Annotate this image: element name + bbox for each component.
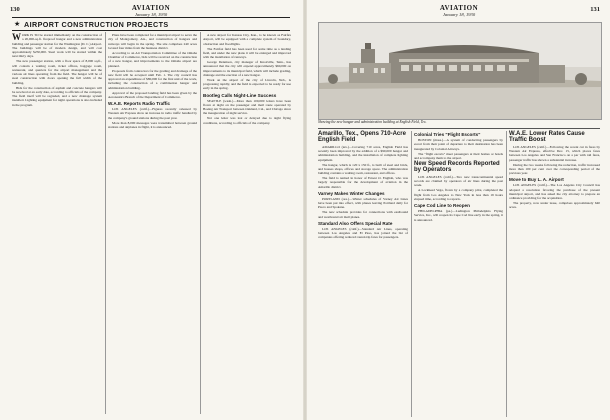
star-icon: ★ [14, 20, 21, 28]
masthead-right [428, 4, 490, 17]
subhead: Bootleg Calls Night-Line Success [203, 92, 277, 98]
masthead-left [120, 4, 182, 17]
paragraph: Proposals from contractors for the grading and drainage of the new field will be accepted until Feb. 1. The city council has approved an expenditure of $80,000 for the first unit of the work, including the construction of a combination hangar and administration building. [108, 68, 197, 90]
paragraph: The new passenger station, with a floor space of 8,000 sq.ft., will contain a waiting room, ticket offices, baggage room, restaurant, and quarters for the airport management and the various air lines operating from the field. The hangar will be of steel construction with doors opening the full width of the building. [12, 59, 102, 85]
paragraph: LOS ANGELES (calif.)—Standard Air Lines, operating between Los Angeles and El Paso, has joined the list of companies offering reduced round-trip fares for passengers. [318, 226, 408, 240]
photo-caption: Showing the new hangar and administration building at English Field, Tex. [318, 120, 427, 124]
paragraph: Not one letter was lost or delayed due to night flying conditions, according to officials of the company. [203, 116, 291, 125]
paragraph: AMARILLO (tex.)—Covering 710 acres, English Field has recently been improved by the addition of a $90,000 hangar and administration building, and the installation of complete lighting equipment. [318, 144, 408, 162]
section-title: AIRPORT CONSTRUCTION PROJECTS [24, 19, 169, 29]
paragraph: Plans have been completed for a municipal airport to serve the city of Montgomery, Ala., and construction of hangars and runways will begin in the spring. The site comprises 240 acres located four miles from the business district. [108, 33, 197, 50]
article-column-3 [509, 130, 600, 418]
paragraph: Work on the airport of the city of Lincoln, Neb., is progressing rapidly, and the field is expected to be ready for use early in the spring. [203, 77, 291, 91]
column-divider [506, 131, 507, 417]
masthead-title: AVIATION [439, 4, 479, 12]
article-headline: Amarillo, Tex., Opens 710-Acre English Field [318, 131, 406, 144]
divider [318, 128, 600, 129]
page-gutter [303, 0, 307, 420]
section-banner [12, 17, 290, 31]
paragraph: Bids for the construction of asphalt and concrete hangars will be received at an early date, according to officials of the company. The field itself will be regraded, and a new drainage system installed. Lighting equipment for night operations is also included in the program. [12, 85, 102, 107]
paragraph: The Fairfax field has been used for some time as a landing field, and under the new plans it will be enlarged and improved with the installation of runways. [203, 46, 291, 60]
left-page [0, 0, 302, 420]
subhead: Standard Also Offers Special Rate [318, 220, 393, 226]
hangar-building-illustration [319, 23, 601, 119]
article-column-3 [203, 33, 291, 417]
paragraph: George Dennison, city manager of Knoxville, Tenn., has announced that the city will expend approximately $60,000 on improvements to its municipal field, which will include grading, drainage and the erection of a new hangar. [203, 60, 291, 77]
paragraph: LOS ANGELES (calif.)—Two new transcontinental speed records are claimed by operators of air lines during the past week. [414, 174, 503, 188]
paragraph: BOSTON (mass.)—A system of conducting passengers by escort from their point of departure to their destination has been inaugurated by Colonial Airways. [414, 138, 503, 151]
paragraph: The field is named in honor of Ernest O. English, who was largely responsible for the development of aviation in the Amarillo district. [318, 176, 408, 189]
paragraph: During the two weeks following the reduction, traffic increased more than 100 per cent over the corresponding period of the previous year. [509, 162, 600, 176]
paragraph: The new schedule provides for connections with eastbound and westbound air mail planes. [318, 210, 408, 219]
article-column-2 [414, 130, 503, 418]
paragraph: WORK IS TO be started immediately on the construction of a 20,000-sq.ft. fireproof hangar and a new administration building and passenger station for the Washington (D. C.) Airport. The buildings will be of modern design, and will cost approximately $250,000. Steel work will be started within the next thirty days. [12, 32, 102, 59]
article-column-1 [318, 130, 408, 418]
subhead: Cape Cod Line to Reopen [414, 203, 470, 209]
article-headline: New Speed Records Reported by Operators [414, 161, 500, 174]
subhead: Move to Buy L. A. Airport [509, 177, 564, 183]
paragraph: LOS ANGELES (calif.)—Following the recent cut in fares by Western Air Express, effective Dec. 15, which places fares between Los Angeles and San Francisco on a par with rail fares, passenger traffic has shown a substantial increase. [509, 144, 600, 162]
paragraph: PHILADELPHIA (pa.)—Ludington Philadelphia Flying Service, Inc., will reopen its Cape Cod line early in the spring, it is announced. [414, 209, 503, 222]
paragraph: A Lockheed Vega, flown by a company pilot, completed the flight from Los Angeles to New York in less than 19 hours elapsed time, according to reports. [414, 188, 503, 201]
paragraph: According to an Air Transportation Committee of the Omaha Chamber of Commerce, bids will be received on the construction of a new hangar, and improvements to the Omaha airport are planned. [108, 50, 197, 68]
subhead: Varney Makes Winter Changes [318, 190, 385, 196]
masthead-title: AVIATION [131, 4, 171, 12]
column-divider [411, 131, 412, 417]
subhead: Colonial Tries "Flight Escorts" [414, 132, 481, 137]
page-number-left: 130 [10, 6, 20, 13]
paragraph: A new airport for Kansas City, Kan., to be known as Fairfax Airport, will be equipped with a complete system of boundary, obstruction and floodlights. [203, 33, 291, 46]
article-column-2 [108, 33, 197, 417]
paragraph: PORTLAND (ore.)—Winter schedules of Varney Air Lines have been put into effect, with planes leaving Portland daily for Pasco and Spokane. [318, 196, 408, 210]
paragraph: LOS ANGELES (calif.)—The Los Angeles City Council has adopted a resolution favoring the purchase of the present municipal airport, and has asked the city attorney to prepare an ordinance providing for the acquisition. [509, 183, 600, 201]
right-page [308, 0, 610, 420]
subhead: W.A.E. Reports Radio Traffic [108, 101, 171, 107]
paragraph: More than 8,000 messages were transmitted between ground stations and airplanes in flight, it is announced. [108, 120, 197, 129]
column-divider [200, 32, 201, 414]
column-divider [105, 32, 106, 414]
paragraph: SEATTLE (wash.)—More than 100,000 letters have been flown at night on the passenger and mail route operated by Boeing Air Transport between Oakland, Cal., and Chicago since the inauguration of night service. [203, 98, 291, 116]
article-column-1 [12, 33, 102, 417]
page-number-right: 131 [590, 6, 600, 13]
paragraph: LOS ANGELES (calif.)—Figures recently released by Western Air Express show an increase in radio traffic handled by the company's ground stations during the past year. [108, 107, 197, 120]
paragraph: The "flight escorts" meet passengers at their homes or hotels and accompany them to the airport. [414, 151, 503, 160]
airport-photo [318, 22, 602, 120]
article-headline: W.A.E. Lower Rates Cause Traffic Boost [509, 131, 585, 144]
paragraph: The property, now under lease, comprises approximately 640 acres. [509, 201, 600, 210]
paragraph: The hangar, which is 120 x 150 ft., is built of steel and brick, and houses shops, offices and storage space. The administration building contains a waiting room, restaurant, and offices. [318, 162, 408, 176]
masthead-date: January 18, 1930 [134, 12, 168, 17]
paragraph: Approval of the proposed landing field has been given by the Aeronautics Branch of the Department of Commerce. [108, 90, 197, 99]
masthead-date: January 18, 1930 [442, 12, 476, 17]
